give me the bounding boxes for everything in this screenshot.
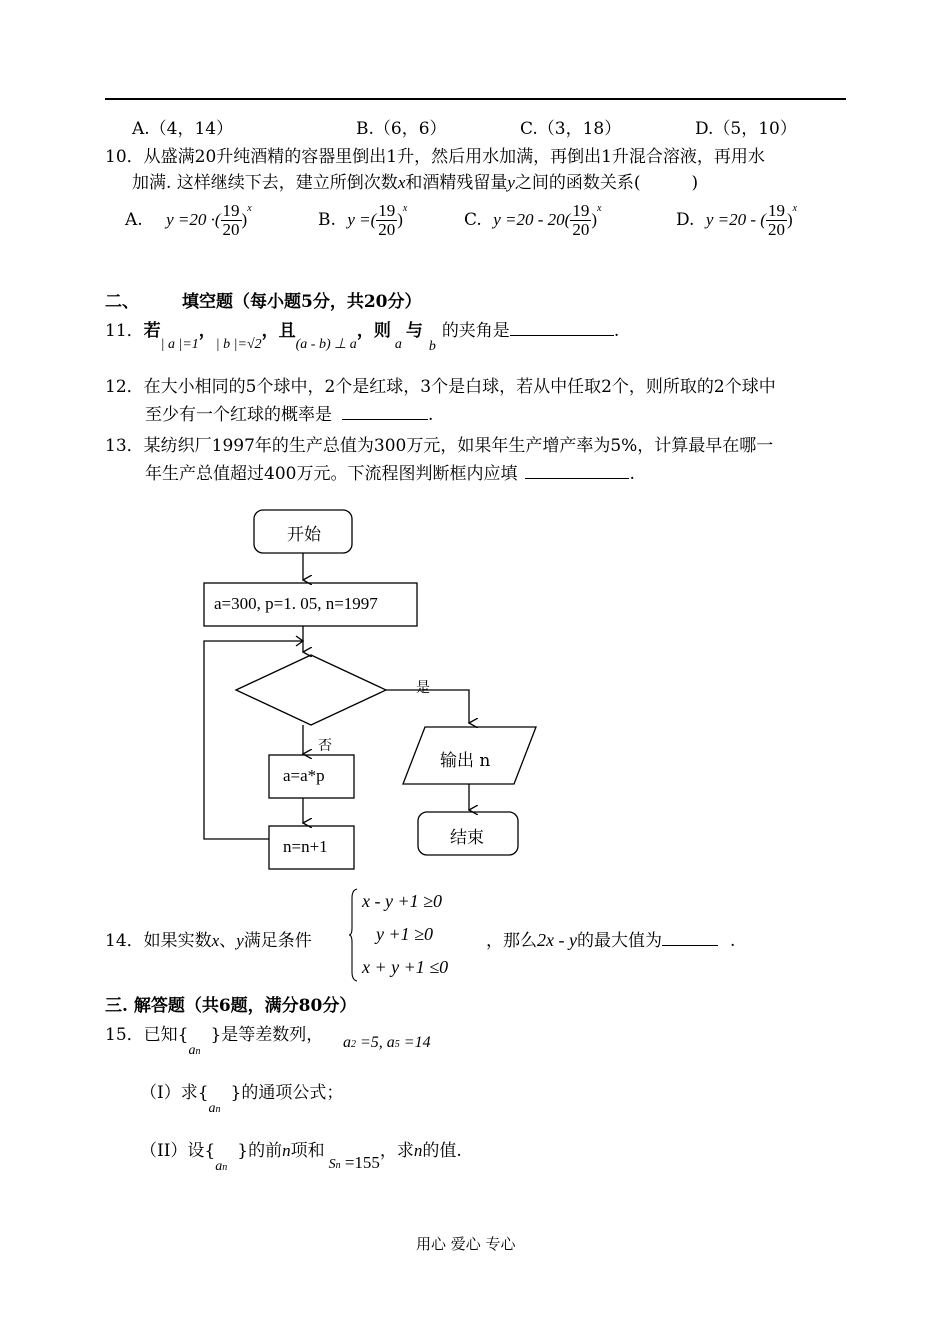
q15-cond-a5: a	[386, 1034, 395, 1051]
q15-p2-tail: ，求	[379, 1141, 414, 1161]
q13-text: 年生产总值超过400万元。下流程图判断框内应填	[145, 464, 518, 484]
q12-line1: 12．在大小相同的5个球中，2个是红球，3个是白球，若从中任取2个，则所取的2个球中	[105, 377, 776, 397]
q11-number: 11．	[105, 321, 144, 341]
q13-line1: 13．某纺织厂1997年的生产总值为300万元，如果年生产增产率为5%，计算最早在哪一	[105, 436, 774, 456]
q11-comma: ，	[261, 321, 279, 341]
section2-title: 填空题（每小题5分，共20分）	[182, 292, 422, 312]
q13-answer-blank[interactable]	[525, 478, 629, 479]
flow-output-label: 输出 n	[440, 751, 491, 771]
q15-p2-seq-a: a	[215, 1159, 223, 1174]
exponent: x	[402, 203, 408, 214]
q14-prefix	[105, 926, 312, 951]
q10-opt-d-label: D.	[676, 210, 695, 230]
q11-end: .	[613, 321, 620, 341]
q10-line1: 10．从盛满20升纯酒精的容器里倒出1升，然后用水加满，再倒出1升混合溶液，再用水	[105, 147, 765, 167]
q15-p2-end: 的值.	[422, 1141, 462, 1161]
q11-vec-a: a	[394, 337, 402, 352]
q11-comma: ，	[198, 321, 216, 341]
q14-expression: 2x - y	[537, 930, 577, 950]
q15-p2-eq: =155	[340, 1153, 380, 1172]
q9-option-d: D.（5，10）	[695, 119, 797, 139]
q14-var-x: x	[211, 931, 220, 950]
exponent: x	[247, 203, 252, 214]
q11-ze: 则	[373, 321, 391, 341]
q15-p1-suffix: }的通项公式；	[230, 1083, 344, 1103]
flow-step2-label: n=n+1	[283, 837, 328, 856]
q12-text: 至少有一个红球的概率是	[145, 405, 332, 425]
q10-opt-c-label: C.	[464, 210, 482, 230]
q11-answer-blank[interactable]	[510, 335, 614, 336]
q13-end: .	[629, 464, 635, 484]
q15-part2	[140, 1136, 462, 1176]
q15-cond-sub5: 5	[394, 1039, 400, 1050]
q15-cond-a2: a	[343, 1034, 351, 1051]
q10-text-c: 之间的函数关系( )	[514, 173, 699, 193]
q13-line2	[145, 459, 635, 484]
q10-option-b	[318, 202, 407, 239]
q12-answer-blank[interactable]	[342, 419, 428, 420]
q11-yu: 与	[405, 321, 423, 341]
exponent: x	[792, 203, 798, 214]
q11-cond-perp: (a - b) ⊥ a	[295, 337, 357, 352]
q9-option-b: B.（6，6）	[356, 119, 447, 139]
q15-p1-seq-sub: n	[215, 1104, 221, 1115]
q11	[105, 316, 619, 356]
flow-start-label: 开始	[287, 525, 321, 545]
q15-seq-sub: n	[195, 1046, 201, 1057]
q14-text-prefix: 14．如果实数	[105, 931, 212, 951]
close-paren: )	[591, 210, 597, 229]
q11-comma: ，	[356, 321, 374, 341]
q10-option-c	[464, 202, 601, 239]
q10-opt-b-expr: y =(	[347, 210, 377, 229]
frac-denominator: 20	[222, 220, 240, 239]
q14-var-y: y	[236, 931, 244, 950]
frac-denominator: 20	[378, 220, 396, 239]
q11-qie: 且	[278, 321, 296, 341]
q14-sep: 、	[219, 931, 237, 951]
q11-tail: 的夹角是	[441, 321, 510, 341]
q15-p2-mid2: 项和	[290, 1141, 325, 1161]
q14-tail: 的最大值为	[576, 931, 662, 951]
q15-prefix: 15．已知{	[105, 1025, 189, 1045]
frac-numerator: 19	[572, 201, 590, 220]
q15-p2-seq-sub: n	[222, 1162, 228, 1173]
section3-title: 三. 解答题（共6题，满分80分）	[105, 996, 357, 1016]
frac-denominator: 20	[767, 220, 785, 239]
q15-p2-prefix: （II）设{	[140, 1141, 216, 1161]
page-footer: 用心 爱心 专心	[416, 1235, 516, 1253]
q15-seq-a: a	[188, 1043, 196, 1058]
q14-text-mid: 满足条件	[243, 931, 312, 951]
q15-cond-sub2: 2	[351, 1039, 356, 1050]
q10-opt-c-expr: y =20 - 20(	[493, 210, 571, 229]
q15-p2-n2: n	[413, 1141, 423, 1160]
flow-step1-label: a=a*p	[283, 766, 325, 785]
q15-p2-S: S	[328, 1157, 336, 1172]
frac-denominator: 20	[572, 220, 590, 239]
q10-option-a	[125, 202, 252, 239]
q14-answer-blank[interactable]	[662, 945, 718, 946]
q15-cond-eq1: =5,	[356, 1034, 387, 1051]
frac-numerator: 19	[222, 201, 240, 220]
q9-option-c: C.（3，18）	[520, 119, 622, 139]
q15-part1	[140, 1078, 343, 1118]
q10-opt-d-expr: y =20 - (	[705, 210, 766, 229]
section2-number: 二、	[105, 292, 139, 312]
q14-constraint-3: x + y +1 ≤0	[362, 957, 449, 977]
q15-p1-seq-a: a	[208, 1101, 216, 1116]
q14-end: .	[729, 931, 736, 951]
q10-opt-b-label: B.	[318, 210, 336, 230]
exponent: x	[596, 203, 602, 214]
flow-end-label: 结束	[450, 828, 484, 848]
q10-var-y: y	[507, 173, 515, 192]
q11-ruo: 若	[143, 321, 161, 341]
q11-cond-a: | a |=1	[160, 337, 199, 352]
q14-then: ，那么	[486, 931, 537, 951]
flow-init-label: a=300, p=1. 05, n=1997	[214, 594, 378, 613]
q12-end: .	[428, 405, 434, 425]
close-paren: )	[786, 210, 793, 229]
frac-numerator: 19	[378, 201, 396, 220]
top-rule	[105, 98, 846, 100]
q11-cond-b: | b |=√2	[215, 337, 262, 352]
q15-statement	[105, 1020, 323, 1060]
q15-p2-mid: }的前	[237, 1141, 283, 1161]
close-paren: )	[241, 210, 248, 229]
q14-constraint-2: y +1 ≥0	[376, 924, 434, 944]
close-paren: )	[397, 210, 403, 229]
q15-p1-prefix: （I）求{	[140, 1083, 209, 1103]
q12-line2	[145, 400, 433, 425]
q15-p2-n: n	[282, 1141, 291, 1160]
q10-text-b: 和酒精残留量	[405, 173, 508, 193]
q10-line2	[132, 168, 698, 193]
q9-option-a: A.（4，14）	[132, 119, 234, 139]
q15-close: }是等差数列，	[210, 1025, 324, 1045]
flow-no-label: 否	[318, 738, 332, 754]
flow-decision-diamond	[236, 655, 386, 725]
q11-vec-b: b	[428, 339, 436, 354]
q10-opt-a-expr: y =20 ·(	[166, 210, 221, 229]
q14-suffix	[486, 926, 735, 951]
q15-condition	[343, 1034, 431, 1052]
q15-p2-S-sub: n	[335, 1160, 341, 1171]
q10-var-x: x	[397, 173, 406, 192]
flow-yes-label: 是	[416, 680, 430, 696]
q14-constraint-1: x - y +1 ≥0	[362, 891, 442, 911]
q15-cond-eq2: =14	[399, 1034, 431, 1051]
q14-brace	[348, 888, 358, 982]
q10-option-d	[676, 202, 797, 239]
frac-numerator: 19	[767, 201, 785, 220]
q10-opt-a-label: A.	[125, 210, 143, 230]
q10-text-a: 加满. 这样继续下去，建立所倒次数	[132, 173, 398, 193]
